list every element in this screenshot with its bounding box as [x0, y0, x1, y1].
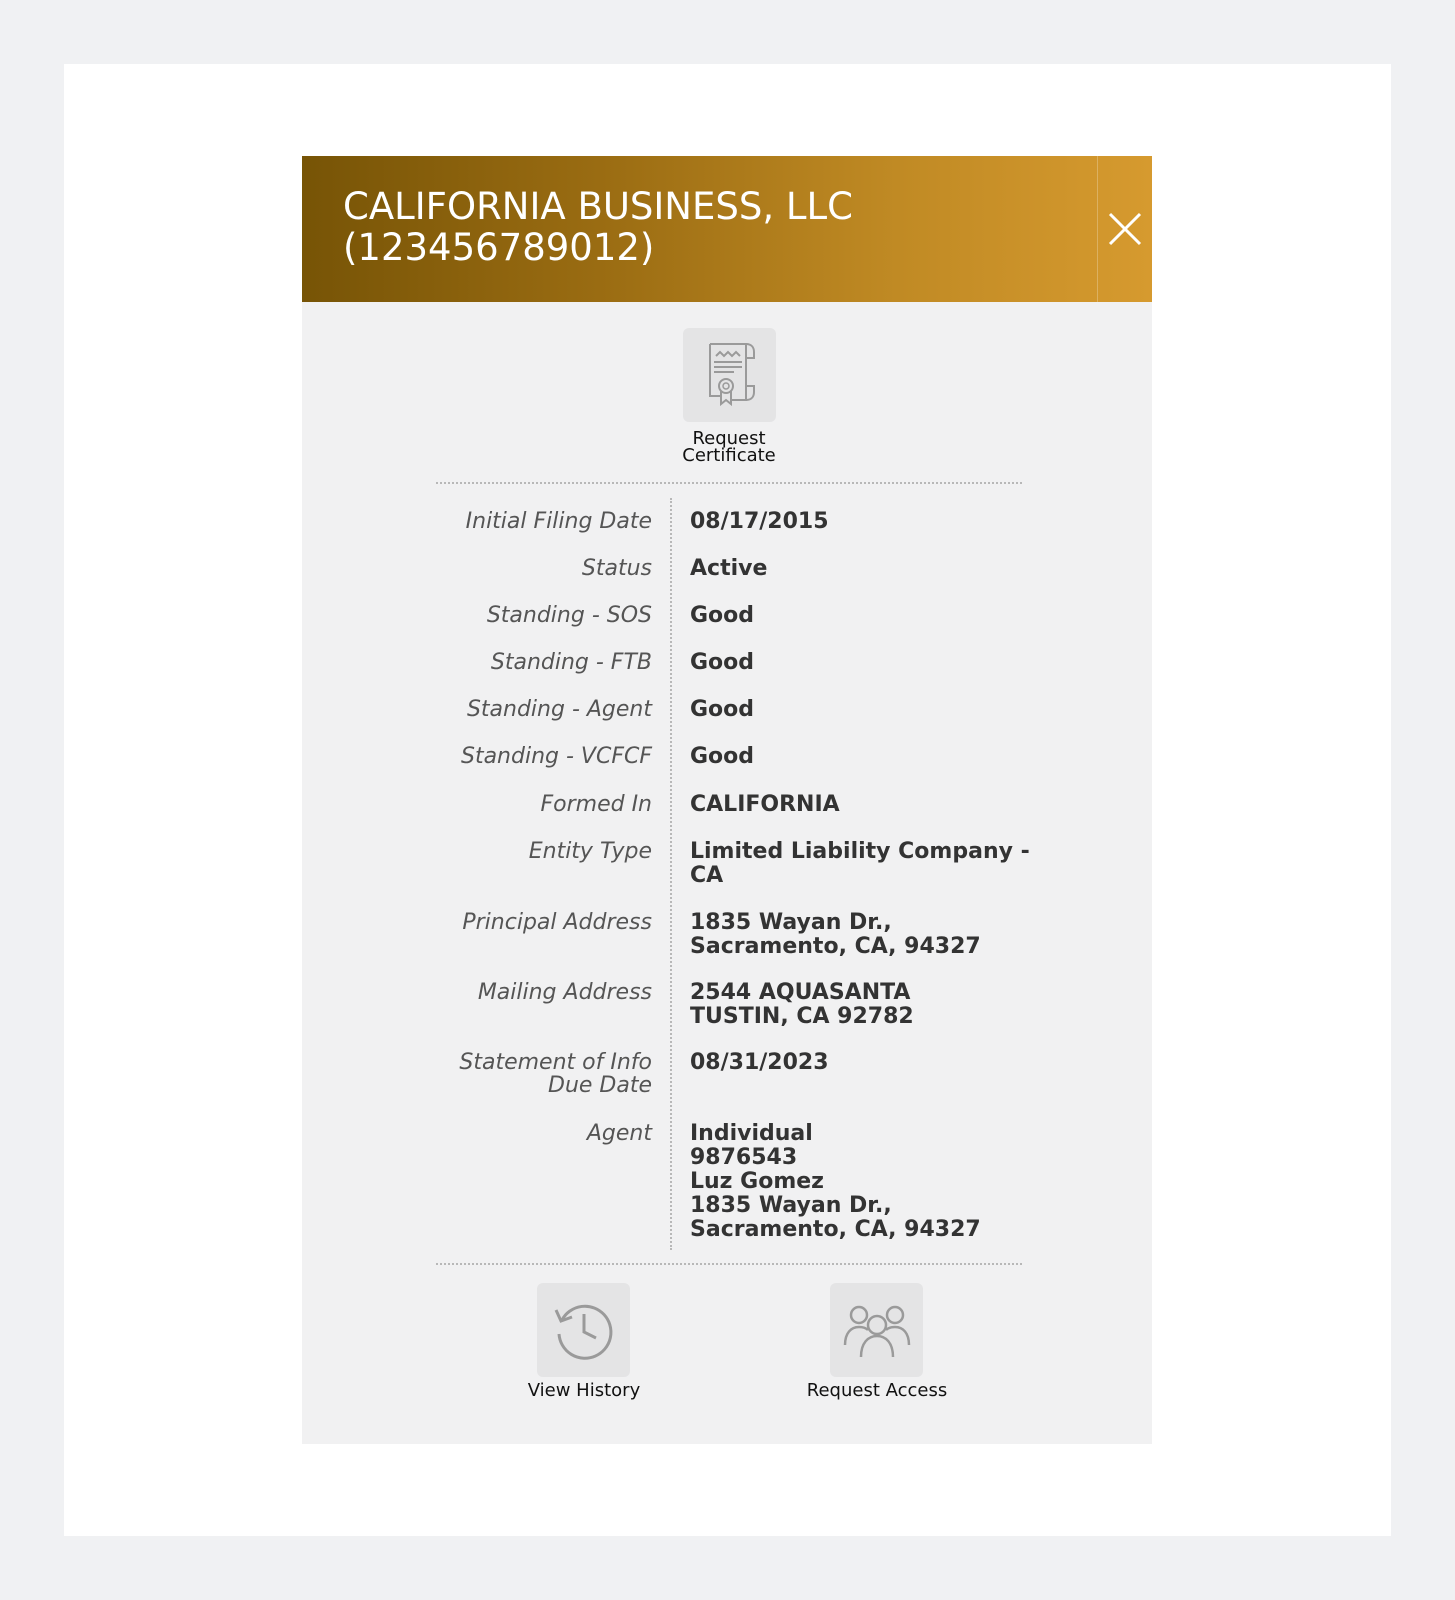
detail-value: Limited Liability Company - CA	[690, 839, 1030, 888]
detail-value: CALIFORNIA	[690, 792, 840, 817]
top-divider	[436, 482, 1022, 484]
request-certificate-button[interactable]	[683, 328, 776, 422]
detail-label: Agent	[586, 1121, 652, 1146]
detail-value: 2544 AQUASANTA TUSTIN, CA 92782	[690, 980, 914, 1029]
detail-label: Entity Type	[528, 839, 652, 864]
detail-value: 1835 Wayan Dr., Sacramento, CA, 94327	[690, 910, 981, 959]
request-access-button[interactable]	[830, 1283, 923, 1377]
detail-label: Statement of Info Due Date	[459, 1050, 652, 1098]
detail-label: Standing - FTB	[490, 650, 652, 675]
detail-label: Standing - SOS	[486, 603, 652, 628]
detail-label: Standing - VCFCF	[460, 744, 652, 769]
certificate-icon	[702, 340, 758, 410]
detail-value: Individual 9876543 Luz Gomez 1835 Wayan Dr., Sacramento, CA, 94327	[690, 1121, 981, 1242]
detail-label: Formed In	[540, 792, 652, 817]
detail-value: Good	[690, 697, 755, 722]
dialog-title: CALIFORNIA BUSINESS, LLC (123456789012)	[343, 185, 853, 269]
detail-value: Active	[690, 556, 768, 581]
detail-label: Status	[581, 556, 652, 581]
view-history-label[interactable]: View History	[527, 1380, 641, 1401]
detail-value: Good	[690, 650, 755, 675]
detail-label: Initial Filing Date	[465, 509, 652, 534]
detail-value: 08/17/2015	[690, 509, 829, 534]
close-button[interactable]	[1098, 156, 1152, 302]
dialog-header	[302, 156, 1152, 302]
detail-value: Good	[690, 744, 755, 769]
detail-value: 08/31/2023	[690, 1050, 829, 1075]
business-details-dialog	[302, 156, 1152, 1444]
people-group-icon	[841, 1299, 913, 1361]
request-access-label[interactable]: Request Access	[806, 1380, 948, 1401]
detail-label: Mailing Address	[477, 980, 652, 1005]
detail-label: Principal Address	[462, 910, 652, 935]
column-divider	[670, 498, 672, 1250]
view-history-button[interactable]	[537, 1283, 630, 1377]
request-certificate-label[interactable]: Request Certificate	[682, 428, 776, 466]
detail-label: Standing - Agent	[466, 697, 652, 722]
history-icon	[550, 1296, 618, 1364]
detail-value: Good	[690, 603, 755, 628]
close-icon	[1108, 212, 1142, 246]
bottom-divider	[436, 1263, 1022, 1265]
